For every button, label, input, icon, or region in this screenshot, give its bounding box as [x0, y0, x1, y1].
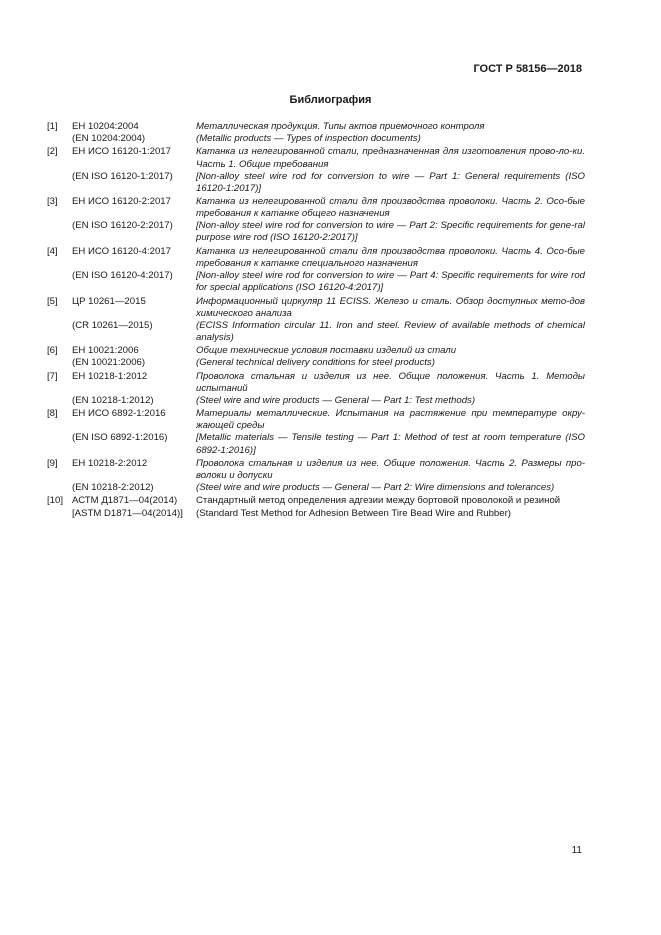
- entry-number: [9]: [47, 457, 58, 469]
- title-text: Информационный циркуляр 11 ECISS. Железо и сталь. Обзор доступных мето-дов химического анализа: [196, 295, 585, 319]
- entry-description: [196, 121, 585, 145]
- entry-description: [196, 408, 585, 456]
- bibliography-entry: [47, 296, 585, 344]
- entry-description: [196, 345, 585, 369]
- english-title-text: (Metallic products — Types of inspection documents): [196, 133, 421, 145]
- standard-designation: ЕН 10218-2:2012: [72, 457, 148, 469]
- standard-designation: (EN 10204:2004): [72, 133, 146, 145]
- entry-description: [196, 458, 585, 494]
- english-title-text: (ECISS Information circular 11. Iron and steel. Review of available methods of chemical analysis): [196, 319, 585, 343]
- title-text: Катанка из нелегированной стали, предназначенная для изготовления прово-ло-ки. Часть 1. Общие требования: [196, 146, 585, 170]
- title-text: Катанка из нелегированной стали для производства проволоки. Часть 4. Осо-бые требования к катанке специального назначения: [196, 245, 585, 269]
- entry-description: [196, 495, 585, 519]
- standard-designations: [72, 408, 196, 456]
- standard-designation: ЕН ИСО 16120-4:2017: [72, 245, 171, 257]
- entry-number: [6]: [47, 345, 58, 357]
- bibliography-entry: [47, 458, 585, 494]
- title-text: Металлическая продукция. Типы актов приемочного контроля: [196, 121, 485, 132]
- standard-designations: [72, 296, 196, 344]
- section-title: Библиография: [289, 94, 372, 106]
- standard-designation: [72, 383, 196, 395]
- standard-designation: (CR 10261—2015): [72, 319, 153, 331]
- standard-designations: [72, 196, 196, 244]
- standard-designations: [72, 246, 196, 294]
- bibliography-entry: [47, 408, 585, 456]
- standard-designation: [72, 420, 196, 432]
- standard-designation: [72, 258, 196, 270]
- standard-designation: (EN 10218-2:2012): [72, 482, 154, 494]
- bibliography-entry: [47, 495, 585, 519]
- bibliography-entry: [47, 121, 585, 145]
- bibliography-entry: [47, 371, 585, 407]
- standard-designation: [72, 470, 196, 482]
- bibliography-entry: [47, 146, 585, 194]
- title-text: Проволока стальная и изделия из нее. Общие положения. Часть 1. Методы испытаний: [196, 370, 585, 394]
- entry-number: [8]: [47, 408, 58, 420]
- english-title-text: (Standard Test Method for Adhesion Between Tire Bead Wire and Rubber): [196, 507, 511, 519]
- title-text: Стандартный метод определения адгезии между бортовой проволокой и резиной: [196, 495, 561, 507]
- standard-designation: (EN ISO 16120-1:2017): [72, 170, 173, 182]
- entry-number: [10]: [47, 495, 64, 507]
- standard-designation: [72, 208, 196, 220]
- standard-designation: ЕН ИСО 16120-2:2017: [72, 196, 171, 208]
- english-title-text: [Non-alloy steel wire rod for conversion to wire — Part 1: General requirements (ISO 16120-1:2017)]: [196, 170, 585, 194]
- page-number: 11: [571, 845, 582, 856]
- bibliography-entry: [47, 246, 585, 294]
- standard-designations: [72, 458, 196, 494]
- entry-number: [4]: [47, 245, 58, 257]
- entry-description: [196, 146, 585, 194]
- bibliography-list: [47, 121, 585, 521]
- standard-designation: ЦР 10261—2015: [72, 295, 146, 307]
- bibliography-entry: [47, 196, 585, 244]
- english-title-text: (Steel wire and wire products — General — Part 2: Wire dimensions and tolerances): [196, 482, 555, 494]
- document-number: ГОСТ Р 58156—2018: [473, 63, 582, 75]
- english-title-text: [Metallic materials — Tensile testing — Part 1: Method of test at room temperature (ISO 6892-1:2016)]: [196, 432, 585, 456]
- entry-number: [7]: [47, 370, 58, 382]
- standard-designations: [72, 495, 196, 519]
- entry-description: [196, 296, 585, 344]
- entry-number: [3]: [47, 196, 58, 208]
- standard-designation: (EN ISO 16120-2:2017): [72, 220, 173, 232]
- standard-designation: [72, 308, 196, 320]
- standard-designation: [ASTM D1871—04(2014)]: [72, 507, 183, 519]
- standard-designation: ЕН ИСО 6892-1:2016: [72, 408, 166, 420]
- standard-designation: [72, 159, 196, 171]
- standard-designation: (EN 10021:2006): [72, 357, 146, 369]
- standard-designations: [72, 371, 196, 407]
- standard-designation: ЕН 10204:2004: [72, 121, 139, 132]
- entry-description: [196, 246, 585, 294]
- entry-number: [1]: [47, 121, 58, 132]
- english-title-text: [Non-alloy steel wire rod for conversion to wire — Part 2: Specific requirements for gene-ral purpose wire rod (ISO 16120-2:2017)]: [196, 220, 585, 244]
- standard-designation: АСТМ Д1871—04(2014): [72, 495, 178, 507]
- title-text: Катанка из нелегированной стали для производства проволоки. Часть 2. Осо-бые требования к катанке общего назначения: [196, 196, 585, 220]
- standard-designation: ЕН 10218-1:2012: [72, 370, 148, 382]
- standard-designations: [72, 121, 196, 145]
- entry-description: [196, 371, 585, 407]
- standard-designations: [72, 345, 196, 369]
- title-text: Общие технические условия поставки изделий из стали: [196, 345, 457, 357]
- standard-designation: ЕН ИСО 16120-1:2017: [72, 146, 171, 158]
- standard-designations: [72, 146, 196, 194]
- standard-designation: ЕН 10021:2006: [72, 345, 139, 357]
- title-text: Проволока стальная и изделия из нее. Общие положения. Часть 2. Размеры про-волоки и допуски: [196, 457, 585, 481]
- bibliography-entry: [47, 345, 585, 369]
- english-title-text: (General technical delivery conditions for steel products): [196, 357, 435, 369]
- standard-designation: (EN ISO 16120-4:2017): [72, 270, 173, 282]
- entry-description: [196, 196, 585, 244]
- entry-number: [2]: [47, 146, 58, 158]
- english-title-text: [Non-alloy steel wire rod for conversion to wire — Part 4: Specific requirements for wire rod for special applications (ISO 16120-4:2017)]: [196, 270, 585, 294]
- standard-designation: (EN ISO 6892-1:2016): [72, 432, 168, 444]
- english-title-text: (Steel wire and wire products — General — Part 1: Test methods): [196, 394, 476, 406]
- title-text: Материалы металлические. Испытания на растяжение при температуре окру-жающей среды: [196, 408, 585, 432]
- entry-number: [5]: [47, 295, 58, 307]
- standard-designation: (EN 10218-1:2012): [72, 394, 154, 406]
